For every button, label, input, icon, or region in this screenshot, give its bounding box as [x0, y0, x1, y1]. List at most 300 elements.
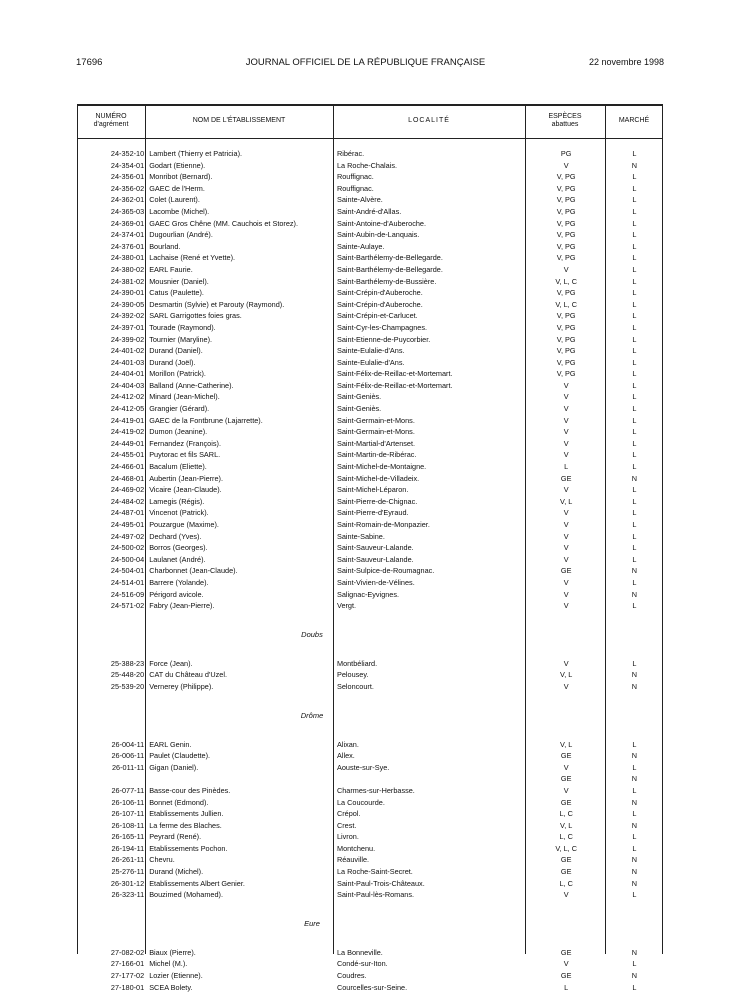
nom-cell: Mousnier (Daniel).: [149, 276, 209, 286]
nom-cell: Gigan (Daniel).: [149, 762, 199, 772]
table-row: [77, 970, 663, 982]
header-numero-line1: NUMÉRO: [95, 113, 127, 120]
nom-cell: Aubertin (Jean-Pierre).: [149, 473, 223, 483]
especes-cell: V, PG: [556, 253, 576, 263]
table-row: [77, 681, 663, 693]
numero-cell: 24-500-04: [110, 554, 145, 564]
marche-cell: L: [632, 346, 637, 356]
table-body: [77, 148, 663, 993]
numero-cell: 24-401-03: [110, 357, 145, 367]
numero-cell: 24-484-02: [110, 496, 145, 506]
numero-cell: 26-261-11: [111, 855, 145, 865]
numero-cell: 24-401-02: [110, 346, 145, 356]
marche-cell: L: [632, 577, 637, 587]
especes-cell: V: [563, 959, 569, 969]
table-row: [77, 947, 663, 959]
marche-cell: L: [632, 299, 637, 309]
marche-cell: L: [632, 195, 637, 205]
especes-cell: V: [563, 890, 569, 900]
numero-cell: 24-404-01: [110, 369, 145, 379]
table-row: [77, 345, 663, 357]
marche-cell: L: [632, 982, 637, 992]
marche-cell: L: [632, 311, 637, 321]
localite-cell: Coudres.: [336, 971, 367, 981]
table-row: [77, 368, 663, 380]
table-row: [77, 854, 663, 866]
numero-cell: 24-374-01: [110, 230, 145, 240]
localite-cell: Saint-Geniès.: [336, 404, 382, 414]
especes-cell: V: [563, 681, 569, 691]
nom-cell: Godart (Etienne).: [149, 160, 206, 170]
marche-cell: N: [631, 751, 637, 761]
table-row: [77, 878, 663, 890]
marche-cell: L: [632, 601, 637, 611]
nom-cell: Colet (Laurent).: [149, 195, 200, 205]
numero-cell: 24-419-01: [110, 415, 145, 425]
nom-cell: Etablissements Pochon.: [149, 843, 228, 853]
especes-cell: V, L, C: [555, 276, 577, 286]
localite-cell: Alixan.: [336, 739, 359, 749]
localite-cell: Seloncourt.: [336, 681, 374, 691]
nom-cell: Bourland.: [149, 241, 181, 251]
nom-cell: Durand (Daniel).: [149, 346, 203, 356]
nom-cell: Etablissements Albert Genier.: [149, 878, 245, 888]
table-row: [77, 542, 663, 554]
marche-cell: L: [632, 485, 637, 495]
numero-cell: 24-356-02: [110, 183, 145, 193]
localite-cell: Saint-Barthélemy-de-Bellegarde.: [336, 253, 443, 263]
numero-cell: 26-011-11: [112, 762, 145, 772]
table-row: [77, 449, 663, 461]
nom-cell: SARL Garrigottes foies gras.: [149, 311, 242, 321]
especes-cell: V: [563, 427, 569, 437]
table-row: [77, 531, 663, 543]
nom-cell: Vincenot (Patrick).: [149, 508, 209, 518]
numero-cell: 24-516-09: [110, 589, 145, 599]
table-row: [77, 577, 663, 589]
localite-cell: Montbéliard.: [336, 658, 378, 668]
numero-cell: 24-397-01: [110, 322, 145, 332]
marche-cell: L: [632, 230, 637, 240]
especes-cell: V: [563, 554, 569, 564]
header-especes-line2: abattues: [551, 121, 579, 128]
numero-cell: 24-392-02: [110, 311, 145, 321]
table-row: [77, 473, 663, 485]
marche-cell: N: [631, 589, 637, 599]
localite-cell: Saint-Vivien-de-Vélines.: [336, 577, 415, 587]
marche-cell: L: [632, 264, 637, 274]
localite-cell: Courcelles-sur-Seine.: [336, 982, 408, 992]
table-row: [77, 299, 663, 311]
localite-cell: Salignac-Eyvignes.: [336, 589, 400, 599]
numero-cell: 24-412-02: [110, 392, 145, 402]
marche-cell: N: [631, 681, 637, 691]
localite-cell: Saint-Sauveur-Lalande.: [336, 554, 414, 564]
table-row: [77, 252, 663, 264]
numero-cell: 24-419-02: [110, 427, 145, 437]
especes-cell: V: [563, 438, 569, 448]
numero-cell: 25-276-11: [111, 867, 145, 877]
especes-cell: L, C: [559, 832, 573, 842]
especes-cell: V, PG: [556, 206, 576, 216]
table-row: [77, 866, 663, 878]
numero-cell: 26-323-11: [111, 890, 145, 900]
nom-cell: Tournier (Maryline).: [149, 334, 213, 344]
especes-cell: V, PG: [556, 369, 576, 379]
nom-cell: Dugourlian (André).: [149, 230, 213, 240]
marche-cell: L: [632, 890, 637, 900]
table-row: [77, 762, 663, 774]
especes-cell: V, L, C: [555, 843, 577, 853]
numero-cell: 24-514-01: [110, 577, 145, 587]
header-localite: LOCALITÉ: [408, 117, 450, 124]
numero-cell: 24-354-01: [110, 160, 145, 170]
table-row: [77, 589, 663, 601]
nom-cell: Bouzimed (Mohamed).: [149, 890, 223, 900]
numero-cell: 27-180-01: [110, 982, 145, 992]
table-row: [77, 507, 663, 519]
localite-cell: Sainte-Eulalie-d'Ans.: [336, 357, 405, 367]
especes-cell: V, PG: [556, 346, 576, 356]
marche-cell: L: [632, 832, 637, 842]
marche-cell: N: [631, 971, 637, 981]
marche-cell: N: [631, 670, 637, 680]
nom-cell: Lozier (Etienne).: [149, 971, 203, 981]
numero-cell: 24-468-01: [110, 473, 145, 483]
nom-cell: Bacalum (Eliette).: [149, 462, 207, 472]
marche-cell: L: [632, 843, 637, 853]
numero-cell: 24-487-01: [110, 508, 145, 518]
table-row: [77, 600, 663, 612]
numero-cell: 24-571-02: [110, 601, 145, 611]
nom-cell: Force (Jean).: [149, 658, 193, 668]
table-row: [77, 206, 663, 218]
nom-cell: Lacombe (Michel).: [149, 206, 210, 216]
especes-cell: GE: [560, 473, 572, 483]
table-row: [77, 669, 663, 681]
especes-cell: V: [563, 762, 569, 772]
localite-cell: Rouffignac.: [336, 172, 374, 182]
marche-cell: L: [632, 357, 637, 367]
especes-cell: L: [564, 982, 569, 992]
journal-title: JOURNAL OFFICIEL DE LA RÉPUBLIQUE FRANÇAISE: [245, 57, 486, 68]
numero-cell: 24-412-05: [110, 404, 145, 414]
numero-cell: 25-448-20: [110, 670, 145, 680]
table-row: [77, 160, 663, 172]
marche-cell: L: [632, 785, 637, 795]
especes-cell: GE: [560, 797, 572, 807]
marche-cell: L: [632, 959, 637, 969]
localite-cell: Saint-Michel-Léparon.: [336, 485, 409, 495]
localite-cell: Rouffignac.: [336, 183, 374, 193]
localite-cell: Saint-Pierre-d'Eyraud.: [336, 508, 409, 518]
table-row: [77, 334, 663, 346]
table-row: [77, 461, 663, 473]
localite-cell: Saint-Martial-d'Artenset.: [336, 438, 416, 448]
marche-cell: L: [632, 404, 637, 414]
marche-cell: N: [631, 473, 637, 483]
table-row: [77, 287, 663, 299]
nom-cell: EARL Genin.: [149, 739, 192, 749]
marche-cell: L: [632, 380, 637, 390]
publication-date: 22 novembre 1998: [588, 57, 664, 67]
especes-cell: V: [563, 508, 569, 518]
marche-cell: L: [632, 149, 637, 158]
localite-cell: Charmes-sur-Herbasse.: [336, 785, 415, 795]
nom-cell: Minard (Jean-Michel).: [149, 392, 220, 402]
especes-cell: V: [563, 380, 569, 390]
table-row: [77, 831, 663, 843]
especes-cell: V, PG: [556, 195, 576, 205]
localite-cell: Saint-Barthélemy-de-Bellegarde.: [336, 264, 443, 274]
nom-cell: Durand (Michel).: [149, 867, 204, 877]
nom-cell: Morillon (Patrick).: [149, 369, 206, 379]
especes-cell: V, PG: [556, 218, 576, 228]
localite-cell: Saint-Paul-lès-Romans.: [336, 890, 415, 900]
localite-cell: Saint-Félix-de-Reillac-et-Mortemart.: [336, 380, 453, 390]
localite-cell: La Bonneville.: [336, 947, 383, 957]
table-row: [77, 415, 663, 427]
numero-cell: 24-399-02: [110, 334, 145, 344]
localite-cell: Saint-Barthélemy-de-Bussière.: [336, 276, 437, 286]
department-heading: Doubs: [301, 629, 323, 639]
especes-cell: V: [563, 531, 569, 541]
marche-cell: L: [632, 218, 637, 228]
localite-cell: Saint-Crépin-d'Auberoche.: [336, 299, 423, 309]
especes-cell: V, PG: [556, 311, 576, 321]
table-row: [77, 264, 663, 276]
nom-cell: Monribot (Bernard).: [149, 172, 213, 182]
table-row: [77, 438, 663, 450]
nom-cell: Dumon (Jeanine).: [149, 427, 208, 437]
localite-cell: Livron.: [336, 832, 359, 842]
especes-cell: V: [563, 392, 569, 402]
especes-cell: V: [563, 160, 569, 170]
marche-cell: L: [632, 322, 637, 332]
table-row: [77, 843, 663, 855]
especes-cell: L, C: [559, 878, 573, 888]
marche-cell: L: [632, 276, 637, 286]
table-row: [77, 194, 663, 206]
marche-cell: L: [632, 334, 637, 344]
especes-cell: PG: [560, 149, 572, 158]
marche-cell: L: [632, 253, 637, 263]
department-heading: Drôme: [300, 710, 324, 720]
localite-cell: Montchenu.: [336, 843, 376, 853]
nom-cell: Bonnet (Edmond).: [149, 797, 209, 807]
numero-cell: 25-539-20: [110, 681, 145, 691]
localite-cell: Saint-Crépin-d'Auberoche.: [336, 288, 423, 298]
especes-cell: GE: [560, 867, 572, 877]
table-row: [77, 403, 663, 415]
especes-cell: V: [563, 520, 569, 529]
especes-cell: V, L: [560, 820, 573, 830]
numero-cell: 24-356-01: [110, 172, 145, 182]
marche-cell: L: [632, 508, 637, 518]
localite-cell: Saint-Germain-et-Mons.: [336, 415, 415, 425]
marche-cell: N: [631, 878, 637, 888]
nom-cell: Barrere (Yolande).: [149, 577, 209, 587]
numero-cell: 24-352-10: [110, 149, 145, 158]
localite-cell: Saint-Martin-de-Ribérac.: [336, 450, 417, 460]
nom-cell: Vicaire (Jean-Claude).: [149, 485, 222, 495]
localite-cell: Saint-André-d'Allas.: [336, 206, 402, 216]
marche-cell: N: [631, 797, 637, 807]
table-row: [77, 484, 663, 496]
especes-cell: GE: [560, 751, 572, 761]
numero-cell: 26-194-11: [111, 843, 145, 853]
localite-cell: Saint-Cyr-les-Champagnes.: [336, 322, 428, 332]
numero-cell: 26-106-11: [111, 797, 145, 807]
especes-cell: V: [563, 785, 569, 795]
especes-cell: GE: [560, 566, 572, 576]
nom-cell: Lachaise (René et Yvette).: [149, 253, 236, 263]
nom-cell: Vernerey (Philippe).: [149, 681, 214, 691]
numero-cell: 24-376-01: [110, 241, 145, 251]
marche-cell: L: [632, 392, 637, 402]
table-row: [77, 554, 663, 566]
numero-cell: 26-006-11: [111, 751, 145, 761]
nom-cell: La ferme des Blaches.: [149, 820, 222, 830]
numero-cell: [77, 773, 144, 785]
numero-cell: 24-497-02: [110, 531, 145, 541]
nom-cell: Paulet (Claudette).: [149, 751, 211, 761]
numero-cell: 24-449-01: [110, 438, 145, 448]
marche-cell: N: [631, 855, 637, 865]
nom-cell: Desmartin (Sylvie) et Parouty (Raymond).: [149, 299, 285, 309]
nom-cell: Fernandez (François).: [149, 438, 221, 448]
especes-cell: V: [563, 404, 569, 414]
numero-cell: 24-466-01: [110, 462, 145, 472]
numero-cell: 26-301-12: [110, 878, 145, 888]
marche-cell: L: [632, 809, 637, 819]
marche-cell: L: [632, 739, 637, 749]
table-row: [77, 658, 663, 670]
especes-cell: V, PG: [556, 172, 576, 182]
numero-cell: 24-404-03: [110, 380, 145, 390]
localite-cell: Saint-Sulpice-de-Roumagnac.: [336, 566, 435, 576]
especes-cell: V: [563, 264, 569, 274]
nom-cell: Balland (Anne-Catherine).: [149, 380, 234, 390]
numero-cell: 24-381-02: [110, 276, 145, 286]
numero-cell: 24-380-02: [110, 264, 145, 274]
especes-cell: V, PG: [556, 334, 576, 344]
numero-cell: 24-380-01: [110, 253, 145, 263]
localite-cell: Réauville.: [336, 855, 370, 865]
nom-cell: Lamegis (Régis).: [149, 496, 205, 506]
nom-cell: Biaux (Pierre).: [149, 947, 196, 957]
especes-cell: V: [563, 415, 569, 425]
especes-cell: V, PG: [556, 357, 576, 367]
marche-cell: L: [632, 531, 637, 541]
localite-cell: Sainte-Aulaye.: [336, 241, 385, 251]
especes-cell: V: [563, 485, 569, 495]
marche-cell: L: [632, 288, 637, 298]
marche-cell: L: [632, 554, 637, 564]
localite-cell: Sainte-Eulalie-d'Ans.: [336, 346, 405, 356]
localite-cell: Aouste-sur-Sye.: [336, 762, 390, 772]
localite-cell: Vergt.: [336, 601, 357, 611]
especes-cell: L, C: [559, 809, 573, 819]
especes-cell: GE: [560, 774, 572, 784]
localite-cell: La Roche-Chalais.: [336, 160, 398, 170]
localite-cell: La Coucourde.: [336, 797, 385, 807]
table-row: [77, 241, 663, 253]
nom-cell: Catus (Paulette).: [149, 288, 204, 298]
numero-cell: 27-177-02: [110, 971, 145, 981]
numero-cell: 26-107-11: [111, 809, 145, 819]
especes-cell: V, PG: [556, 241, 576, 251]
localite-cell: Saint-Aubin-de-Lanquais.: [336, 230, 420, 240]
table-row: [77, 218, 663, 230]
especes-cell: V, PG: [556, 322, 576, 332]
marche-cell: L: [632, 496, 637, 506]
marche-cell: L: [632, 543, 637, 553]
nom-cell: Michel (M.).: [149, 959, 188, 969]
nom-cell: Durand (Joël).: [149, 357, 196, 367]
marche-cell: L: [632, 427, 637, 437]
localite-cell: Saint-Antoine-d'Auberoche.: [336, 218, 426, 228]
marche-cell: L: [632, 241, 637, 251]
especes-cell: V, PG: [556, 288, 576, 298]
localite-cell: Saint-Michel-de-Montaigne.: [336, 462, 427, 472]
table-row: [77, 276, 663, 288]
especes-cell: V, L: [560, 670, 573, 680]
table-row: [77, 426, 663, 438]
localite-cell: Saint-Paul-Trois-Châteaux.: [336, 878, 425, 888]
nom-cell: Tourade (Raymond).: [149, 322, 216, 332]
nom-cell: Puytorac et fils SARL.: [149, 450, 221, 460]
localite-cell: Saint-Crépin-et-Carlucet.: [336, 311, 418, 321]
header-especes: [525, 104, 605, 138]
localite-cell: La Roche-Saint-Secret.: [336, 867, 413, 877]
table-row: [77, 820, 663, 832]
numero-cell: 26-077-11: [111, 785, 145, 795]
marche-cell: L: [632, 450, 637, 460]
table-row: [77, 889, 663, 901]
localite-cell: Saint-Félix-de-Reillac-et-Mortemart.: [336, 369, 453, 379]
especes-cell: V: [563, 577, 569, 587]
table-row: [77, 739, 663, 751]
numero-cell: 25-388-23: [110, 658, 145, 668]
localite-cell: Ribérac.: [336, 149, 365, 158]
numero-cell: 24-390-05: [110, 299, 145, 309]
especes-cell: GE: [560, 971, 572, 981]
nom-cell: EARL Faurie.: [149, 264, 193, 274]
nom-cell: Grangier (Gérard).: [149, 404, 210, 414]
table-row: [77, 982, 663, 993]
header-nom: NOM DE L'ÉTABLISSEMENT: [192, 117, 286, 124]
marche-cell: N: [631, 820, 637, 830]
table-header-rule: [77, 138, 663, 139]
table-row: [77, 357, 663, 369]
especes-cell: V, L, C: [555, 299, 577, 309]
table-row: [77, 958, 663, 970]
especes-cell: V: [563, 601, 569, 611]
table-row: [77, 565, 663, 577]
department-heading: Eure: [304, 918, 320, 928]
marche-cell: L: [632, 369, 637, 379]
numero-cell: 24-369-01: [110, 218, 145, 228]
nom-cell: Etablissements Jullien.: [149, 809, 224, 819]
marche-cell: L: [632, 462, 637, 472]
localite-cell: Saint-Geniès.: [336, 392, 382, 402]
header-numero-line2: d'agrément: [93, 121, 129, 128]
especes-cell: V: [563, 543, 569, 553]
marche-cell: N: [631, 160, 637, 170]
table-row: [77, 808, 663, 820]
header-especes-line1: ESPÈCES: [548, 113, 582, 120]
